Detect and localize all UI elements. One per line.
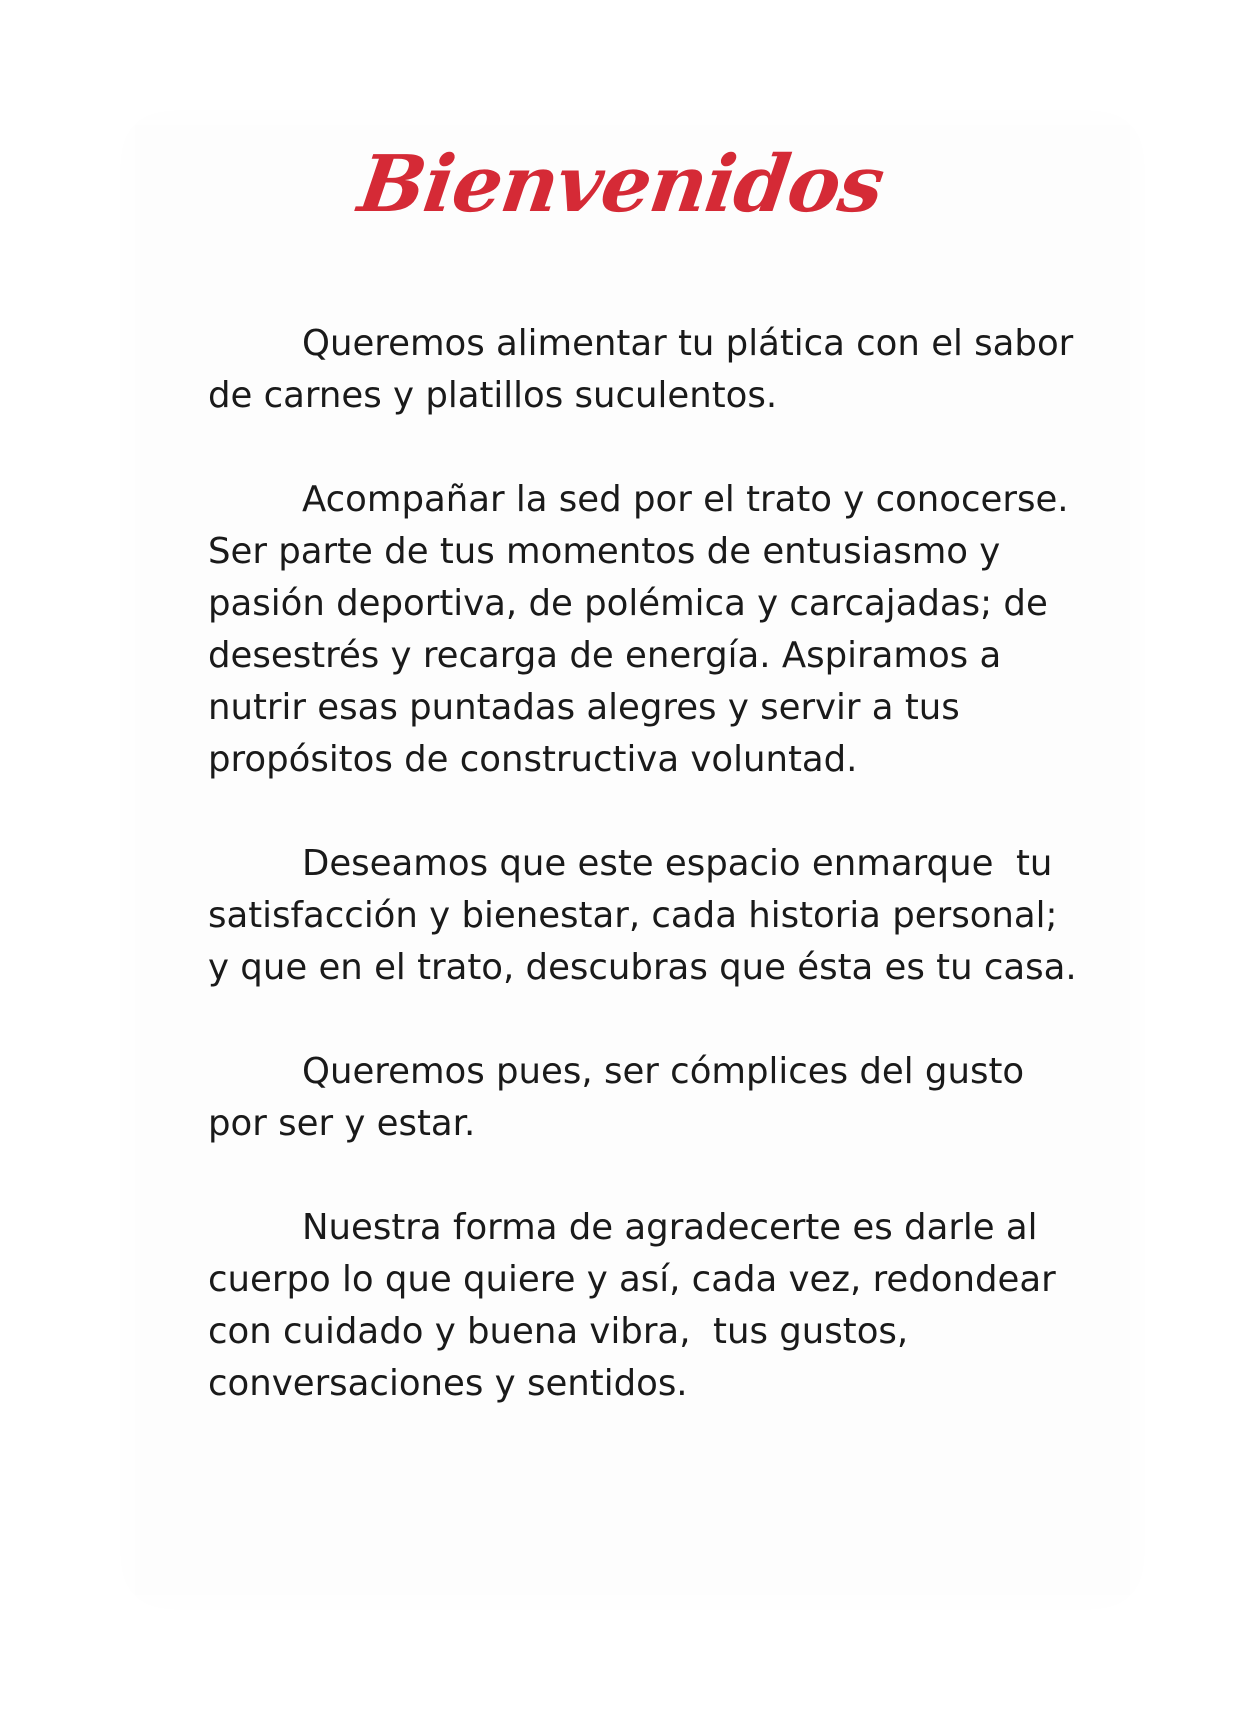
text-line: Acompañar la sed por el trato y conocerse. (302, 479, 1069, 520)
text-line: Queremos pues, ser cómplices del gusto (302, 1051, 1025, 1092)
text-line: y que en el trato, descubras que ésta es tu casa. (208, 947, 1077, 988)
paragraph-2 (208, 474, 1088, 786)
paragraph-1 (208, 318, 1088, 422)
text-line: pasión deportiva, de polémica y carcajadas; de (208, 583, 1048, 624)
text-line: conversaciones y sentidos. (208, 1363, 688, 1404)
text-line: Ser parte de tus momentos de entusiasmo y (208, 531, 1001, 572)
text-line: Queremos alimentar tu plática con el sabor (302, 323, 1074, 364)
text-line: cuerpo lo que quiere y así, cada vez, redondear (208, 1259, 1056, 1300)
paragraph-3 (208, 838, 1088, 994)
text-line: de carnes y platillos suculentos. (208, 375, 778, 416)
text-line: propósitos de constructiva voluntad. (208, 739, 858, 780)
text-line: con cuidado y buena vibra, tus gustos, (208, 1311, 909, 1352)
paragraph-5 (208, 1202, 1088, 1410)
text-line: desestrés y recarga de energía. Aspiramos a (208, 635, 1002, 676)
paragraph-4 (208, 1046, 1088, 1150)
page-title: Bienvenidos (353, 139, 889, 230)
welcome-text (208, 318, 1088, 1410)
text-line: nutrir esas puntadas alegres y servir a tus (208, 687, 960, 728)
text-line: Nuestra forma de agradecerte es darle al (302, 1207, 1038, 1248)
text-line: por ser y estar. (208, 1103, 476, 1144)
text-line: Deseamos que este espacio enmarque tu (302, 843, 1053, 884)
text-line: satisfacción y bienestar, cada historia personal; (208, 895, 1058, 936)
